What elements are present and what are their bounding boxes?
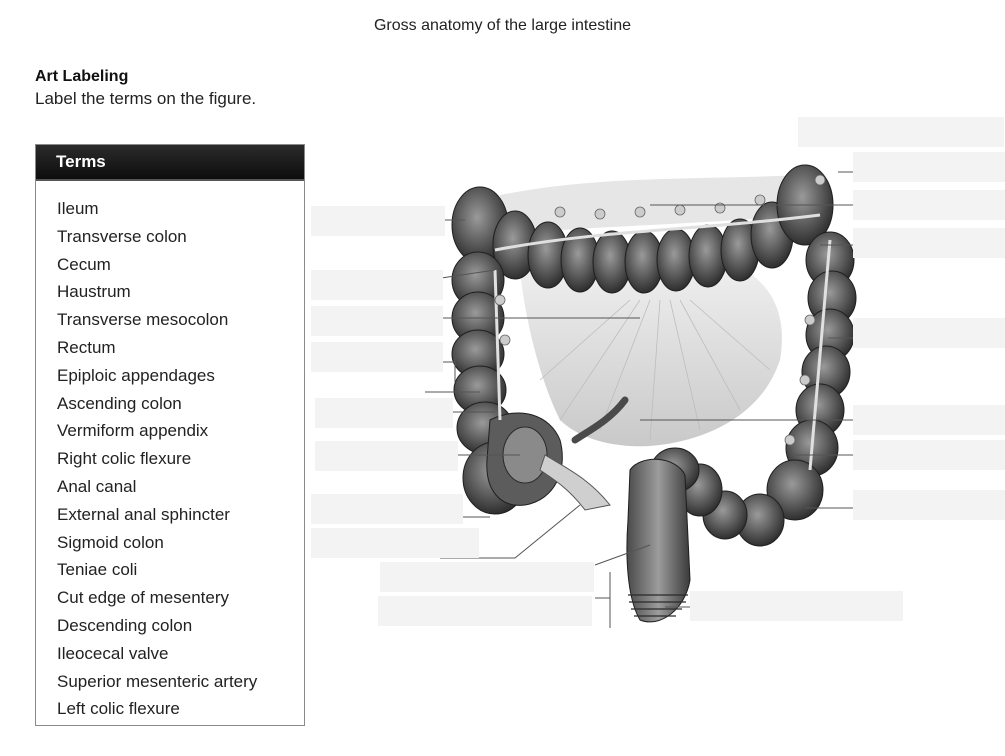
term-teniae-coli[interactable]: Teniae coli: [57, 560, 138, 580]
drop-target-left-8[interactable]: [311, 528, 479, 558]
drop-target-bottom-1[interactable]: [380, 562, 594, 592]
drop-target-left-1[interactable]: [311, 206, 445, 236]
term-ileocecal-valve[interactable]: Ileocecal valve: [57, 643, 169, 663]
term-cecum[interactable]: Cecum: [57, 254, 111, 274]
drop-target-left-7[interactable]: [311, 494, 463, 524]
drop-target-right-7[interactable]: [853, 490, 1005, 520]
terms-list: [36, 181, 304, 723]
term-ascending-colon[interactable]: Ascending colon: [57, 393, 182, 413]
term-vermiform-appendix[interactable]: Vermiform appendix: [57, 421, 209, 441]
activity-heading: Art Labeling: [35, 68, 129, 85]
drop-target-bottom-3[interactable]: [690, 591, 903, 621]
term-ileum[interactable]: Ileum: [57, 199, 99, 218]
terms-header: Terms: [36, 145, 304, 181]
drop-target-right-1[interactable]: [853, 152, 1005, 182]
page-title: Gross anatomy of the large intestine: [373, 17, 632, 34]
drop-target-right-5[interactable]: [853, 405, 1005, 435]
term-transverse-mesocolon[interactable]: Transverse mesocolon: [57, 310, 229, 330]
term-sigmoid-colon[interactable]: Sigmoid colon: [57, 532, 164, 552]
drop-target-top-right[interactable]: [798, 117, 1004, 147]
drop-target-right-4[interactable]: [853, 318, 1005, 348]
drop-target-left-5[interactable]: [315, 398, 453, 428]
drop-target-left-2[interactable]: [311, 270, 443, 300]
drop-target-bottom-2[interactable]: [378, 596, 592, 626]
term-anal-canal[interactable]: Anal canal: [57, 476, 137, 496]
drop-target-right-2[interactable]: [853, 190, 1005, 220]
term-cut-edge-of-mesentery[interactable]: Cut edge of mesentery: [57, 588, 229, 608]
term-right-colic-flexure[interactable]: Right colic flexure: [57, 449, 192, 469]
term-left-colic-flexure[interactable]: Left colic flexure: [57, 699, 180, 719]
term-external-anal-sphincter[interactable]: External anal sphincter: [57, 504, 230, 524]
drop-target-left-6[interactable]: [315, 441, 458, 471]
terms-panel: [35, 144, 305, 726]
term-descending-colon[interactable]: Descending colon: [57, 615, 193, 635]
drop-target-right-3[interactable]: [853, 228, 1005, 258]
term-transverse-colon[interactable]: Transverse colon: [57, 226, 187, 246]
term-superior-mesenteric-artery[interactable]: Superior mesenteric artery: [57, 671, 258, 691]
drop-target-left-3[interactable]: [311, 306, 443, 336]
activity-instruction: Label the terms on the figure.: [35, 89, 257, 108]
drop-target-right-6[interactable]: [853, 440, 1005, 470]
drop-target-left-4[interactable]: [311, 342, 443, 372]
term-epiploic-appendages[interactable]: Epiploic appendages: [57, 365, 215, 385]
term-haustrum[interactable]: Haustrum: [57, 282, 131, 302]
term-rectum[interactable]: Rectum: [57, 337, 116, 357]
